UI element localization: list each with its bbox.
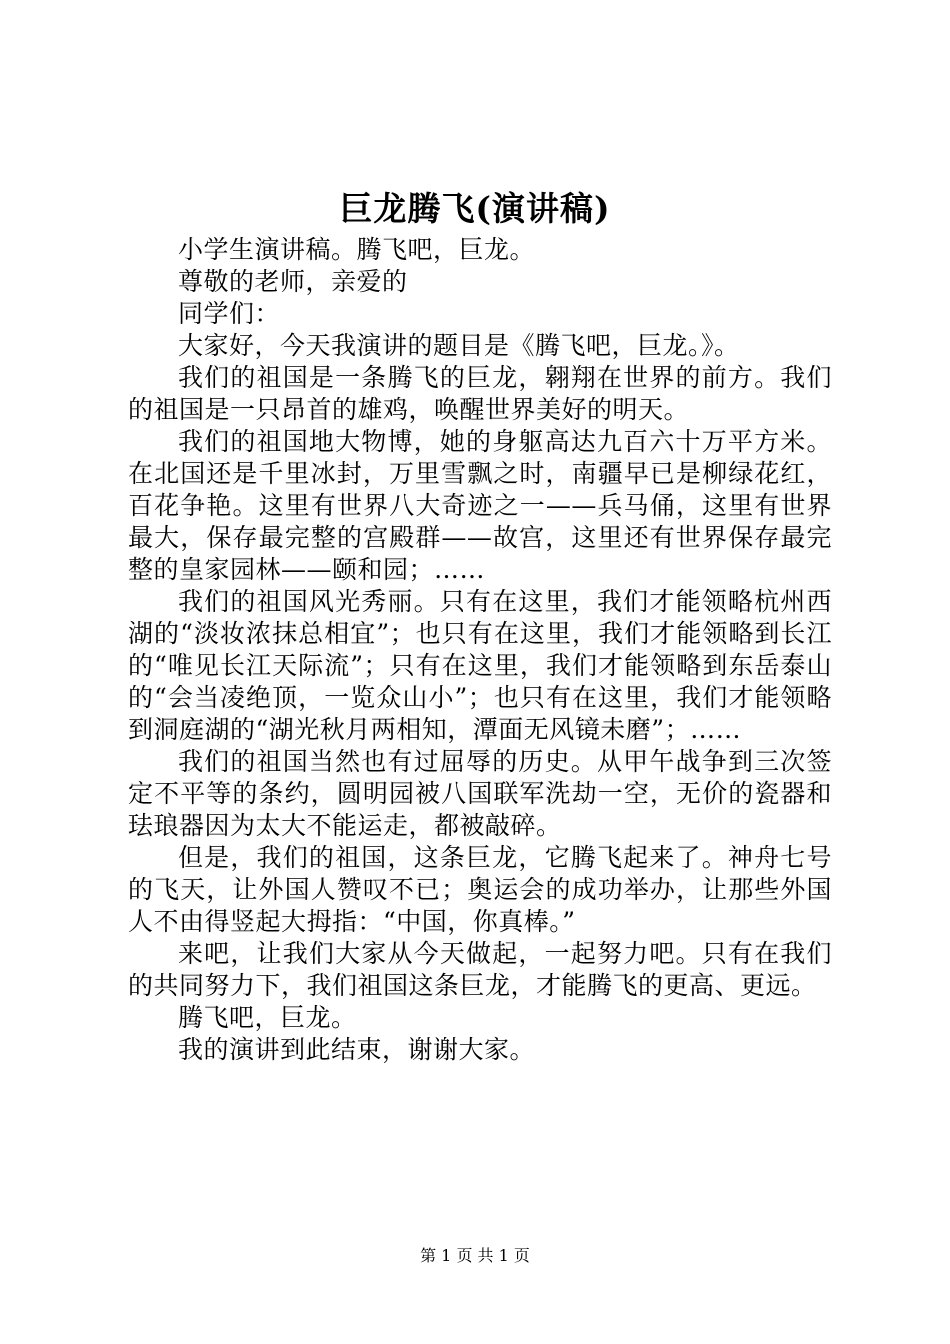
paragraph: 尊敬的老师，亲爱的	[178, 267, 408, 296]
paragraph: 但是，我们的祖国，这条巨龙，它腾飞起来了。神舟七号的飞天，让外国人赞叹不已；奥运会的成功举办，让那些外国人不由得竖起大拇指：“中国，你真棒。”	[128, 843, 832, 936]
document-body	[128, 234, 832, 1066]
page-number: 第 1 页 共 1 页	[420, 1246, 530, 1265]
paragraph: 我们的祖国当然也有过屈辱的历史。从甲午战争到三次签定不平等的条约，圆明园被八国联军洗劫一空，无价的瓷器和珐琅器因为太大不能运走，都被敲碎。	[128, 747, 832, 840]
paragraph: 来吧，让我们大家从今天做起，一起努力吧。只有在我们的共同努力下，我们祖国这条巨龙，才能腾飞的更高、更远。	[128, 939, 832, 1000]
document-title: 巨龙腾飞(演讲稿)	[339, 189, 611, 228]
paragraph: 小学生演讲稿。腾飞吧，巨龙。	[178, 235, 536, 264]
paragraph: 我的演讲到此结束，谢谢大家。	[178, 1035, 536, 1064]
paragraph: 腾飞吧，巨龙。	[178, 1003, 357, 1032]
paragraph: 同学们：	[178, 299, 281, 328]
paragraph: 大家好，今天我演讲的题目是《腾飞吧，巨龙。》。	[178, 331, 740, 360]
paragraph: 我们的祖国地大物博，她的身躯高达九百六十万平方米。在北国还是千里冰封，万里雪飘之时，南疆早已是柳绿花红，百花争艳。这里有世界八大奇迹之一——兵马俑，这里有世界最大，保存最完整的宫殿群——故宫，这里还有世界保存最完整的皇家园林——颐和园；……	[128, 427, 832, 584]
paragraph: 我们的祖国风光秀丽。只有在这里，我们才能领略杭州西湖的“淡妆浓抹总相宜”；也只有在这里，我们才能领略到长江的“唯见长江天际流”；只有在这里，我们才能领略到东岳泰山的“会当凌绝顶，一览众山小”；也只有在这里，我们才能领略到洞庭湖的“湖光秋月两相知，潭面无风镜未磨”；……	[128, 587, 832, 744]
paragraph: 我们的祖国是一条腾飞的巨龙，翱翔在世界的前方。我们的祖国是一只昂首的雄鸡，唤醒世界美好的明天。	[128, 363, 832, 424]
